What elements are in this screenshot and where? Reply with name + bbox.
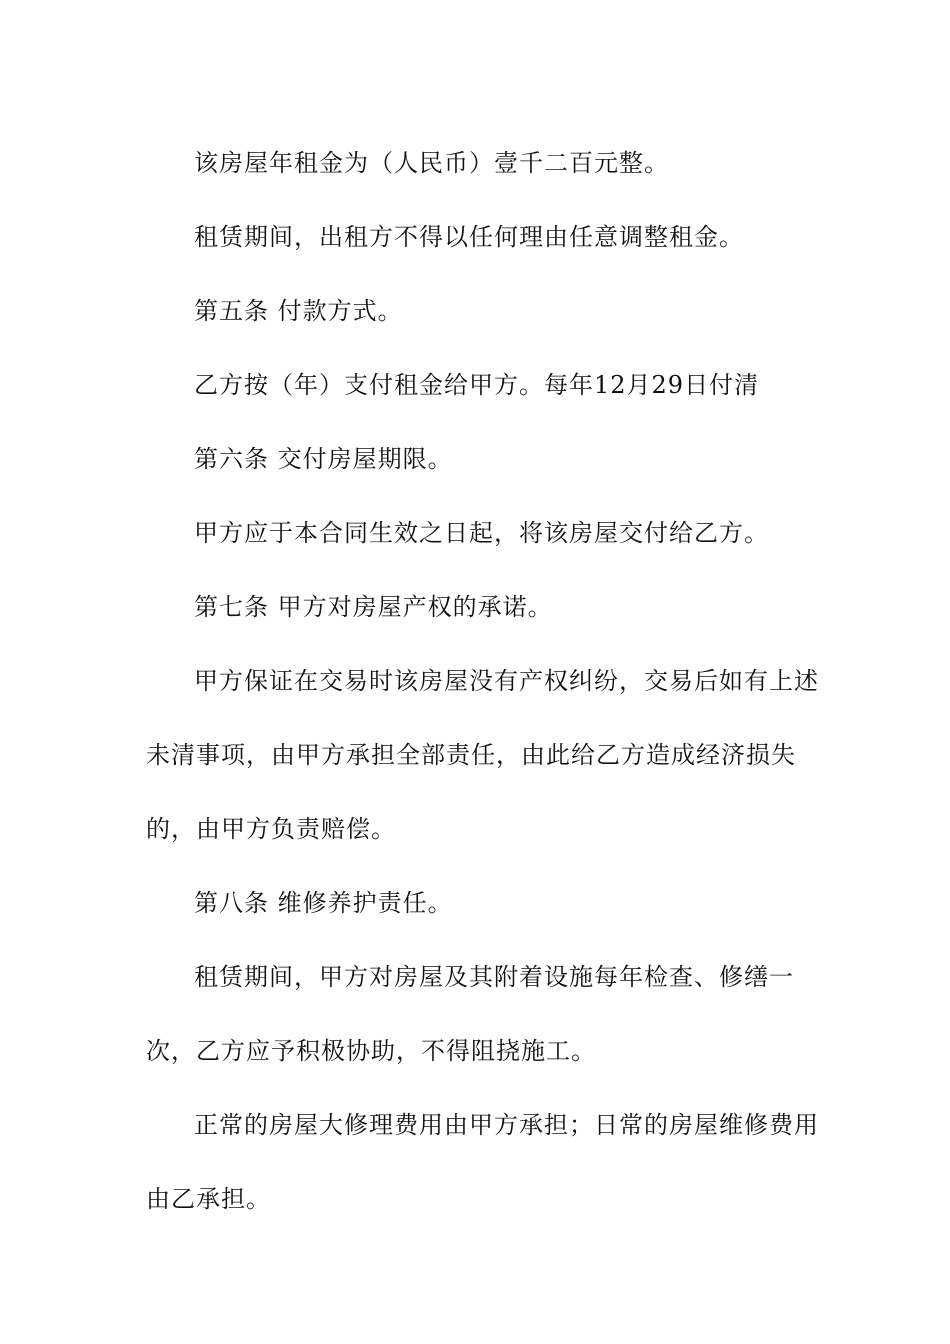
document-body bbox=[146, 126, 836, 1236]
paragraph-payment-method: 乙方按（年）支付租金给甲方。每年12月29日付清 bbox=[194, 371, 760, 399]
paragraph-inspection-repair: 租赁期间，甲方对房屋及其附着设施每年检查、修缮一次，乙方应予积极协助，不得阻挠施工。 bbox=[146, 963, 794, 1065]
article-6-heading: 第六条 交付房屋期限。 bbox=[194, 445, 453, 473]
paragraph-repair-costs: 正常的房屋大修理费用由甲方承担；日常的房屋维修费用由乙承担。 bbox=[146, 1111, 819, 1213]
article-8-heading: 第八条 维修养护责任。 bbox=[194, 889, 453, 917]
article-5-heading: 第五条 付款方式。 bbox=[194, 297, 403, 325]
article-7-heading: 第七条 甲方对房屋产权的承诺。 bbox=[194, 593, 553, 621]
paragraph-property-guarantee: 甲方保证在交易时该房屋没有产权纠纷，交易后如有上述未清事项，由甲方承担全部责任，由此给乙方造成经济损失的，由甲方负责赔偿。 bbox=[146, 667, 819, 843]
paragraph-delivery-term: 甲方应于本合同生效之日起，将该房屋交付给乙方。 bbox=[194, 519, 769, 547]
paragraph-rent-adjustment: 租赁期间，出租方不得以任何理由任意调整租金。 bbox=[194, 223, 744, 251]
paragraph-annual-rent: 该房屋年租金为（人民币）壹千二百元整。 bbox=[194, 149, 669, 177]
